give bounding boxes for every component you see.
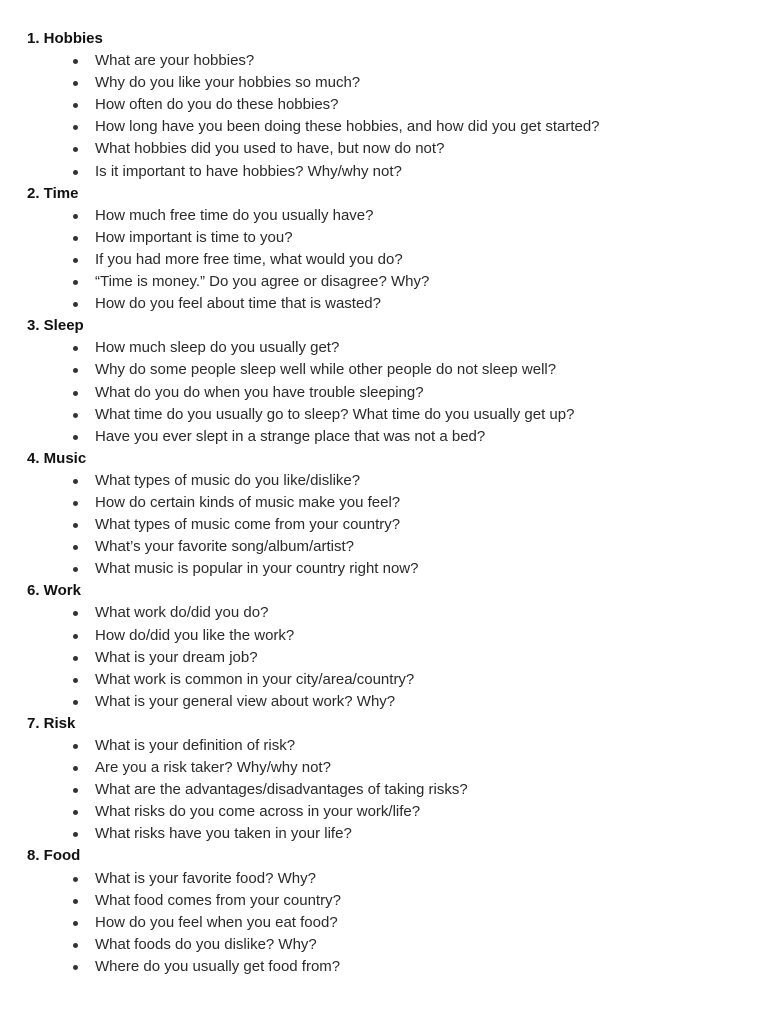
question-item <box>27 138 747 160</box>
question-item <box>27 691 747 713</box>
bullet-icon <box>73 921 78 926</box>
question-text: “Time is money.” Do you agree or disagree? Why? <box>95 273 430 291</box>
section-work <box>27 580 747 713</box>
question-text: What types of music come from your country? <box>95 516 401 534</box>
question-item <box>27 94 747 116</box>
section-music <box>27 448 747 581</box>
question-text: What music is popular in your country right now? <box>95 560 419 578</box>
bullet-icon <box>73 832 78 837</box>
bullet-icon <box>73 81 78 86</box>
question-text: What hobbies did you used to have, but now do not? <box>95 140 445 158</box>
question-item <box>27 161 747 183</box>
question-item <box>27 404 747 426</box>
bullet-icon <box>73 435 78 440</box>
bullet-icon <box>73 258 78 263</box>
question-text: Is it important to have hobbies? Why/why not? <box>95 162 402 180</box>
question-item <box>27 558 747 580</box>
question-text: How important is time to you? <box>95 228 293 246</box>
question-item <box>27 72 747 94</box>
question-item <box>27 249 747 271</box>
bullet-icon <box>73 147 78 152</box>
question-text: What are the advantages/disadvantages of taking risks? <box>95 781 468 799</box>
bullet-icon <box>73 656 78 661</box>
question-item <box>27 801 747 823</box>
bullet-icon <box>73 877 78 882</box>
question-item <box>27 359 747 381</box>
question-text: If you had more free time, what would you do? <box>95 250 403 268</box>
bullet-icon <box>73 943 78 948</box>
question-item <box>27 669 747 691</box>
bullet-icon <box>73 678 78 683</box>
question-text: What work is common in your city/area/country? <box>95 670 415 688</box>
bullet-icon <box>73 700 78 705</box>
bullet-icon <box>73 545 78 550</box>
section-heading: 1. Hobbies <box>27 30 103 47</box>
bullet-icon <box>73 611 78 616</box>
question-text: What food comes from your country? <box>95 891 341 909</box>
question-list <box>27 50 747 183</box>
question-item <box>27 50 747 72</box>
bullet-icon <box>73 788 78 793</box>
question-text: What risks do you come across in your work/life? <box>95 803 421 821</box>
question-list <box>27 735 747 845</box>
question-list <box>27 337 747 447</box>
section-heading: 4. Music <box>27 449 87 467</box>
question-item <box>27 514 747 536</box>
question-item <box>27 934 747 956</box>
bullet-icon <box>73 125 78 130</box>
question-item <box>27 890 747 912</box>
question-text: How much sleep do you usually get? <box>95 339 340 357</box>
question-item <box>27 293 747 315</box>
bullet-icon <box>73 391 78 396</box>
question-item <box>27 205 747 227</box>
question-item <box>27 602 747 624</box>
question-list <box>27 602 747 712</box>
bullet-icon <box>73 810 78 815</box>
section-heading: 2. Time <box>27 184 79 202</box>
question-list <box>27 868 747 978</box>
question-text: How do/did you like the work? <box>95 626 295 644</box>
question-text: What’s your favorite song/album/artist? <box>95 538 355 556</box>
question-list <box>27 470 747 580</box>
question-item <box>27 337 747 359</box>
question-item <box>27 382 747 404</box>
question-item <box>27 492 747 514</box>
question-item <box>27 116 747 138</box>
question-item <box>27 426 747 448</box>
question-item <box>27 735 747 757</box>
bullet-icon <box>73 501 78 506</box>
question-text: How do you feel about time that is wasted? <box>95 295 381 313</box>
bullet-icon <box>73 567 78 572</box>
section-sleep <box>27 315 747 448</box>
question-text: What is your definition of risk? <box>95 737 296 754</box>
section-food <box>27 845 747 978</box>
question-text: Why do some people sleep well while other people do not sleep well? <box>95 361 557 379</box>
question-text: How much free time do you usually have? <box>95 206 374 224</box>
question-item <box>27 227 747 249</box>
question-text: What are your hobbies? <box>95 52 255 70</box>
bullet-icon <box>73 170 78 175</box>
question-text: Are you a risk taker? Why/why not? <box>95 759 331 777</box>
question-text: What work do/did you do? <box>95 604 269 622</box>
question-list <box>27 205 747 315</box>
question-text: What types of music do you like/dislike? <box>95 471 361 489</box>
section-time <box>27 183 747 316</box>
bullet-icon <box>73 368 78 373</box>
bullet-icon <box>73 302 78 307</box>
question-text: What is your favorite food? Why? <box>95 869 316 887</box>
question-item <box>27 536 747 558</box>
bullet-icon <box>73 413 78 418</box>
bullet-icon <box>73 214 78 219</box>
bullet-icon <box>73 280 78 285</box>
section-risk <box>27 713 747 846</box>
question-text: What do you do when you have trouble sleeping? <box>95 383 424 401</box>
question-item <box>27 647 747 669</box>
bullet-icon <box>73 103 78 108</box>
question-item <box>27 625 747 647</box>
bullet-icon <box>73 236 78 241</box>
question-text: What is your dream job? <box>95 648 258 666</box>
question-item <box>27 823 747 845</box>
question-item <box>27 271 747 293</box>
question-text: What risks have you taken in your life? <box>95 825 352 843</box>
question-text: Where do you usually get food from? <box>95 957 341 975</box>
bullet-icon <box>73 965 78 970</box>
bullet-icon <box>73 744 78 749</box>
question-text: Have you ever slept in a strange place that was not a bed? <box>95 427 486 445</box>
question-item <box>27 470 747 492</box>
bullet-icon <box>73 523 78 528</box>
section-heading: 6. Work <box>27 582 81 600</box>
section-hobbies <box>27 28 747 183</box>
section-heading: 7. Risk <box>27 714 76 732</box>
question-item <box>27 912 747 934</box>
bullet-icon <box>73 766 78 771</box>
bullet-icon <box>73 479 78 484</box>
question-text: What foods do you dislike? Why? <box>95 935 317 953</box>
question-item <box>27 868 747 890</box>
question-text: How do you feel when you eat food? <box>95 913 338 931</box>
question-item <box>27 956 747 978</box>
question-text: How do certain kinds of music make you feel? <box>95 493 401 511</box>
bullet-icon <box>73 899 78 904</box>
question-text: How long have you been doing these hobbies, and how did you get started? <box>95 118 600 136</box>
question-text: What time do you usually go to sleep? What time do you usually get up? <box>95 405 575 423</box>
bullet-icon <box>73 346 78 351</box>
question-text: How often do you do these hobbies? <box>95 96 339 114</box>
section-heading: 3. Sleep <box>27 317 84 335</box>
bullet-icon <box>73 634 78 639</box>
question-item <box>27 779 747 801</box>
question-text: Why do you like your hobbies so much? <box>95 74 361 92</box>
document-body <box>27 28 747 978</box>
question-item <box>27 757 747 779</box>
section-heading: 8. Food <box>27 847 81 865</box>
question-text: What is your general view about work? Why? <box>95 692 396 710</box>
bullet-icon <box>73 59 78 64</box>
